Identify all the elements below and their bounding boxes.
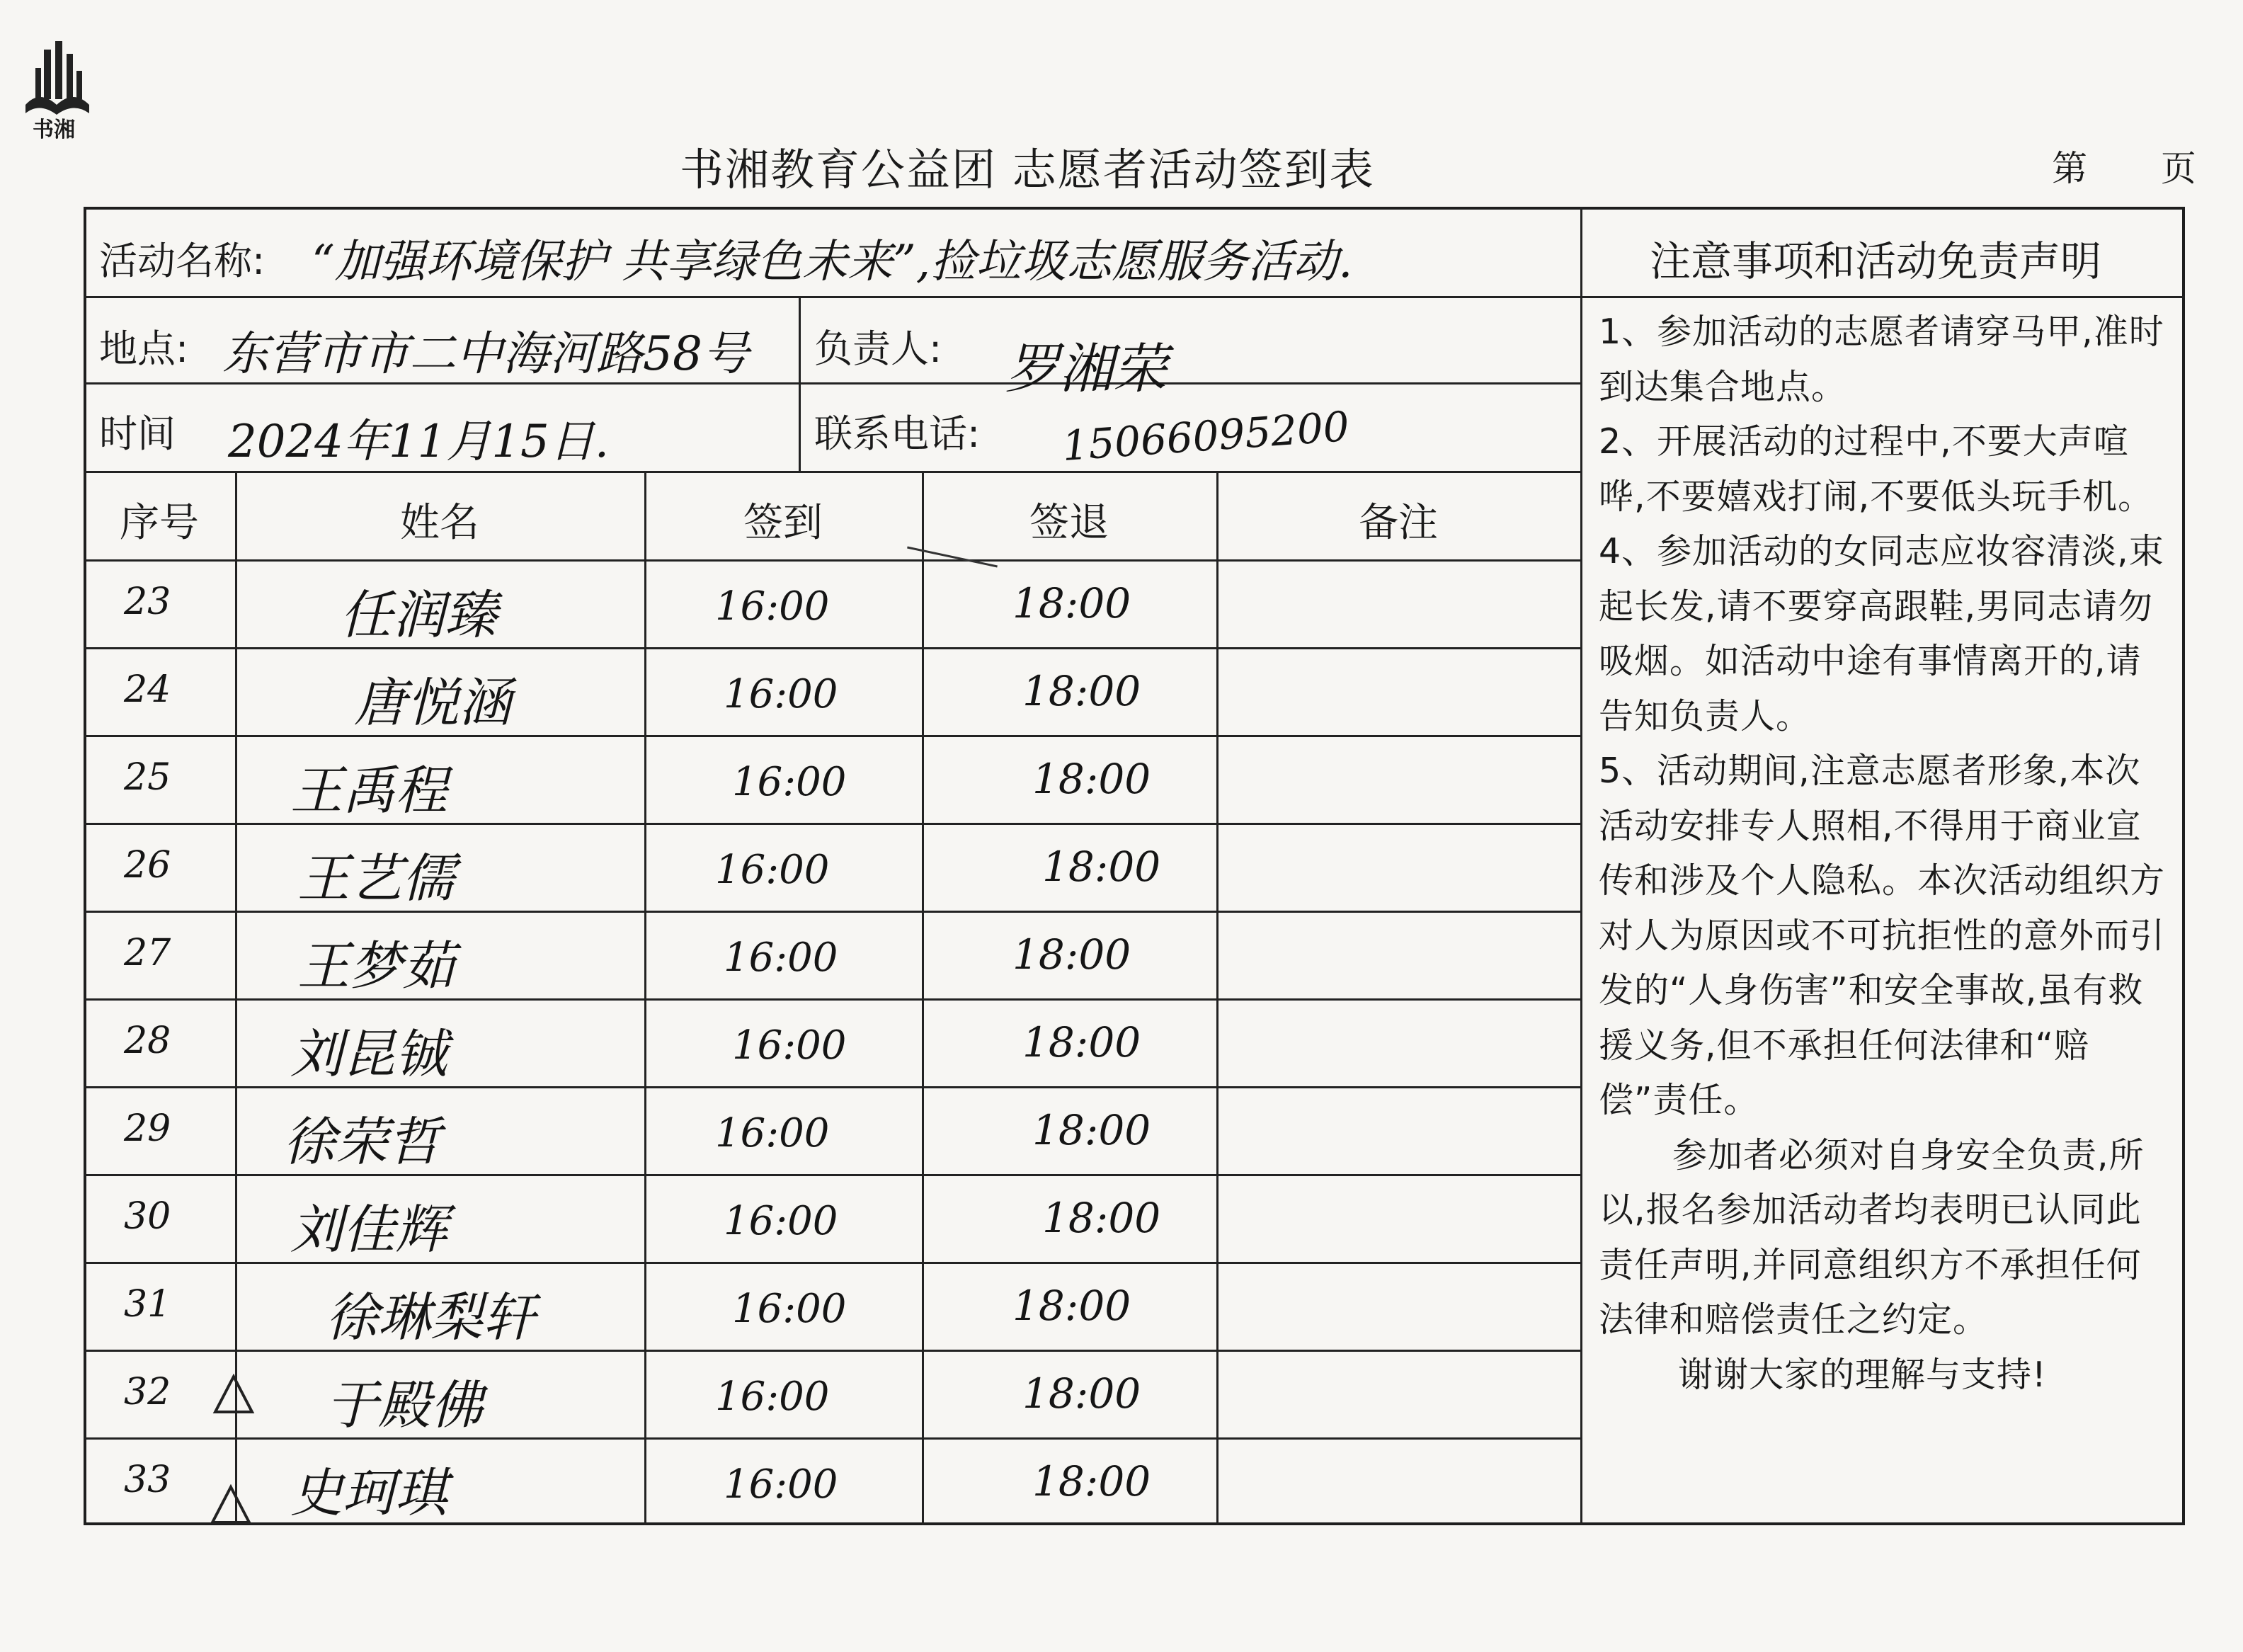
row-sign-in: 16:00 (724, 1462, 838, 1508)
header-no: 序号 (120, 500, 199, 546)
row-sign-in: 16:00 (724, 671, 838, 717)
row-name: 史珂琪 (290, 1463, 447, 1524)
row-name: 王梦茹 (297, 936, 455, 997)
notice-item: 4、参加活动的女同志应妆容清淡,束起长发,请不要穿高跟鞋,男同志请勿吸烟。如活动中途有事情离开的,请告知负责人。 (1599, 531, 2164, 736)
divider (84, 735, 1580, 737)
activity-name-label: 活动名称: (99, 239, 266, 283)
row-name: 任润臻 (340, 585, 497, 646)
place-value: 东营市市二中海河路58号 (222, 326, 749, 381)
row-sign-out: 18:00 (1032, 1106, 1151, 1154)
row-sign-out: 18:00 (1022, 1018, 1141, 1066)
notice-item: 1、参加活动的志愿者请穿马甲,准时到达集合地点。 (1599, 312, 2164, 407)
row-sign-in: 16:00 (715, 583, 830, 630)
row-sign-out: 18:00 (1022, 667, 1141, 715)
row-name: 徐荣哲 (283, 1112, 440, 1173)
row-name: 唐悦涵 (354, 673, 511, 734)
page-title: 书湘教育公益团 志愿者活动签到表 (680, 144, 1375, 195)
row-name: 王禹程 (290, 761, 447, 821)
time-value: 2024年11月15日. (228, 416, 610, 468)
page-suffix: 页 (2160, 148, 2196, 189)
header-name: 姓名 (400, 500, 479, 546)
row-number: 32 (124, 1371, 171, 1413)
row-number: 29 (124, 1107, 171, 1150)
row-sign-out: 18:00 (1032, 755, 1151, 803)
triangle-mark-icon (212, 1374, 255, 1416)
phone-value: 15066095200 (1061, 401, 1351, 471)
row-sign-out: 18:00 (1022, 1369, 1141, 1418)
row-name: 徐琳梨轩 (326, 1287, 535, 1348)
phone-label: 联系电话: (814, 411, 981, 456)
row-number: 33 (124, 1459, 171, 1501)
row-sign-in: 16:00 (724, 935, 838, 981)
row-sign-out: 18:00 (1032, 1457, 1151, 1505)
row-number: 23 (124, 581, 171, 623)
page-prefix: 第 (2052, 148, 2087, 189)
row-sign-in: 16:00 (732, 759, 847, 805)
notice-thanks: 谢谢大家的理解与支持! (1678, 1354, 2047, 1395)
triangle-mark-icon (210, 1484, 252, 1527)
row-sign-out: 18:00 (1012, 579, 1131, 627)
row-sign-in: 16:00 (715, 847, 830, 893)
row-number: 31 (124, 1283, 171, 1326)
row-sign-in: 16:00 (732, 1022, 847, 1069)
logo-text: 书湘 (33, 118, 75, 142)
row-number: 24 (124, 668, 171, 711)
notice-closing: 参加者必须对自身安全负责,所以,报名参加活动者均表明已认同此责任声明,并同意组织方不承担任何法律和赔偿责任之约定。 (1599, 1134, 2145, 1340)
row-sign-in: 16:00 (715, 1110, 830, 1156)
row-number: 30 (124, 1195, 171, 1238)
row-name: 王艺儒 (297, 848, 455, 909)
divider (1580, 207, 1582, 1525)
row-sign-out: 18:00 (1042, 1194, 1161, 1242)
place-label: 地点: (99, 326, 189, 371)
divider (84, 1350, 1580, 1352)
row-sign-out: 18:00 (1012, 1282, 1131, 1330)
notice-title: 注意事项和活动免责声明 (1650, 237, 2102, 285)
activity-name-value: “加强环境保护 共享绿色未来”,捡垃圾志愿服务活动. (312, 236, 1353, 288)
row-name: 于殿佛 (326, 1375, 483, 1436)
divider (84, 559, 1580, 562)
header-note: 备注 (1359, 500, 1438, 546)
divider (84, 296, 2185, 298)
leader-value: 罗湘荣 (1005, 337, 1167, 400)
row-sign-in: 16:00 (715, 1374, 830, 1420)
row-name: 刘昆铖 (290, 1024, 447, 1085)
row-number: 26 (124, 844, 171, 887)
row-sign-in: 16:00 (724, 1198, 838, 1244)
divider (84, 471, 1580, 473)
divider (84, 1437, 1580, 1440)
notice-text (1599, 304, 2165, 1402)
row-name: 刘佳辉 (290, 1200, 447, 1260)
time-label: 时间 (99, 411, 176, 456)
row-sign-out: 18:00 (1042, 843, 1161, 891)
divider (84, 647, 1580, 649)
row-sign-out: 18:00 (1012, 930, 1131, 979)
notice-item: 2、开展活动的过程中,不要大声喧哗,不要嬉戏打闹,不要低头玩手机。 (1599, 421, 2154, 517)
header-sign-in: 签到 (743, 500, 823, 546)
row-sign-in: 16:00 (732, 1286, 847, 1332)
row-number: 25 (124, 756, 171, 799)
leader-label: 负责人: (814, 326, 942, 371)
page-number (2052, 140, 2196, 191)
header-sign-out: 签退 (1029, 500, 1109, 546)
row-number: 28 (124, 1020, 171, 1062)
row-number: 27 (124, 932, 171, 974)
notice-item: 5、活动期间,注意志愿者形象,本次活动安排专人照相,不得用于商业宣传和涉及个人隐私。本次活动组织方对人为原因或不可抗拒性的意外而引发的“人身伤害”和安全事故,虽有救援义务,但不承担任何法律和“赔偿”责任。 (1599, 751, 2166, 1120)
divider (799, 296, 801, 471)
